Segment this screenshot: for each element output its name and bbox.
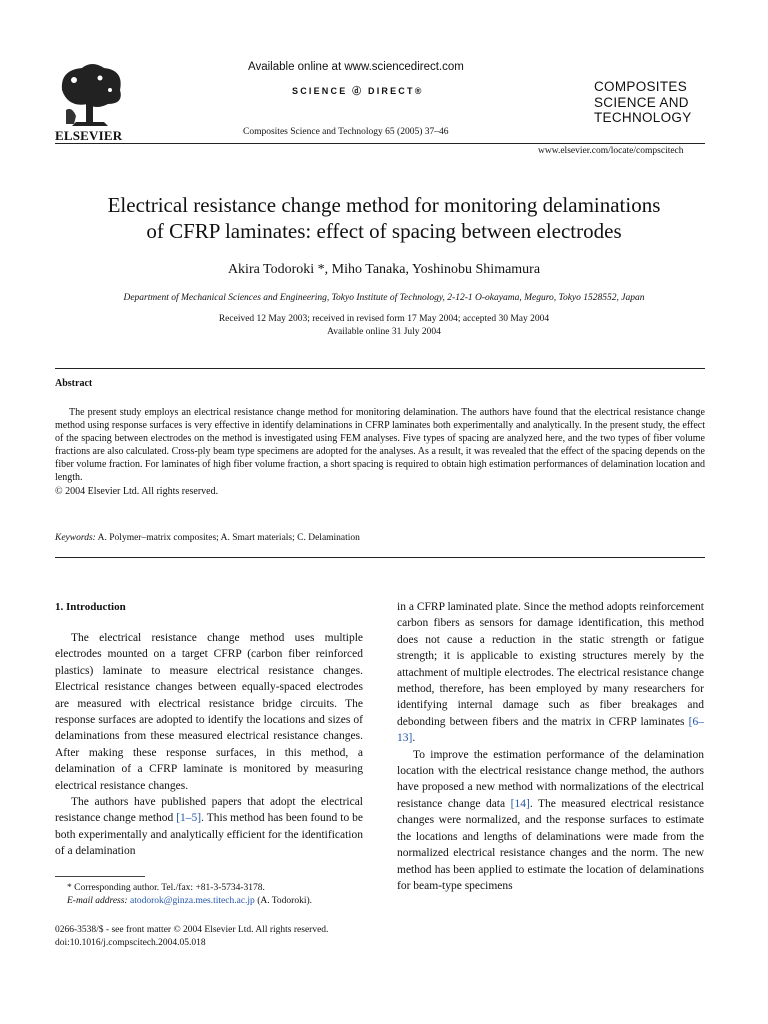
section-heading-introduction: 1. Introduction [55,601,126,613]
abstract-copyright: © 2004 Elsevier Ltd. All rights reserved. [55,485,219,497]
email-label: E-mail address: [67,896,128,906]
journal-title [594,79,692,126]
paragraph [55,794,363,860]
elsevier-tree-logo [52,60,128,130]
column-right [397,599,704,894]
footnote [55,882,365,908]
publisher-name: ELSEVIER [55,128,123,143]
article-title [40,192,728,244]
paragraph-text: . This method has been found to be both experimentally and analytically efficient for the identification of a delamination [55,812,363,858]
footnote-divider [55,876,145,877]
author-affiliation: Department of Mechanical Sciences and Engineering, Tokyo Institute of Technology, 2-12-1 O-okayama, Meguro, Tokyo 1528552, Japan [123,293,645,303]
abstract-body [55,406,705,498]
journal-title-line: COMPOSITES [594,79,688,94]
article-title-line: Electrical resistance change method for monitoring delaminations [107,193,661,217]
front-matter [55,924,328,950]
abstract-bottom-divider [55,557,705,558]
citation-link[interactable]: [6–13] [397,715,704,745]
keywords-label: Keywords: [55,533,96,543]
paragraph-text: . The measured electrical resistance changes were normalized, and the response surfaces to estimate the locations and lengths of delaminations were made from the normalized electrical resistance changes and the norm. The new method has been applied to estimate the location of delaminations for beam-type specimens [397,797,704,892]
journal-title-line: SCIENCE AND [594,94,689,110]
paragraph-text: To improve the estimation performance of the delamination location with the electrical resistance change method, the authors have proposed a new method with normalizations of the electrical resistance change data [397,748,704,810]
citation-link[interactable]: [14] [510,797,530,810]
doi-link[interactable]: doi:10.1016/j.compscitech.2004.05.018 [55,938,206,948]
abstract-text: The present study employs an electrical resistance change method for monitoring delamination. The authors have found that the electrical resistance change method using response surfaces is very effective in identify delaminations in CFRP laminates both experimentally and analytically. In the present study, the effect of the spacing between electrodes on the method is investigated using FEM analyses. Five types of spacing are analyzed here, and the two types of fiber volume fractions are also calculated. Cross-ply beam type specimens are adopted for the analyses. As a result, it was revealed that the effect of the spacing depends on the fiber volume fraction. For laminates of high fiber volume fraction, a short spacing is required to obtain high estimation performances of delamination location and length. [55,407,705,484]
keywords [55,533,360,543]
article-authors: Akira Todoroki *, Miho Tanaka, Yoshinobu Shimamura [227,262,541,277]
column-left [55,630,363,860]
sciencedirect-logo: SCIENCE ⓓ DIRECT® [292,86,424,96]
issn-line: 0266-3538/$ - see front matter © 2004 Elsevier Ltd. All rights reserved. [55,925,329,935]
available-online-text: Available online at www.sciencedirect.com [248,61,464,73]
paragraph [397,747,704,895]
header-divider [55,143,705,144]
article-history [40,313,728,339]
journal-title-line: TECHNOLOGY [594,110,692,125]
paragraph-text: . [412,732,416,745]
abstract-top-divider [55,368,705,369]
corresponding-author-note: * Corresponding author. Tel./fax: +81-3-5734-3178. [67,883,265,893]
email-link[interactable]: atodorok@ginza.mes.titech.ac.jp [129,896,255,906]
journal-citation: Composites Science and Technology 65 (2005) 37–46 [243,127,449,137]
paragraph-text: The authors have published papers that adopt the electrical resistance change method [55,796,363,825]
email-suffix: (A. Todoroki). [254,896,313,906]
citation-link[interactable]: [1–5] [176,812,202,825]
article-title-line: of CFRP laminates: effect of spacing between electrodes [146,219,622,243]
paragraph: The electrical resistance change method uses multiple electrodes mounted on a target CFRP (carbon fiber reinforced plastics) laminate to measure electrical resistance changes. Electrical resistance changes between equally-spaced electrodes are measured with electrical resistance bridge circuits. The response surfaces are adopted to identify the locations and sizes of delaminations from these measured electrical resistance changes. After making these response surfaces, in this method, a delamination of a CFRP laminate is monitored by measuring electrical resistance changes. [55,632,363,792]
abstract-heading: Abstract [55,378,93,389]
received-dates: Received 12 May 2003; received in revised form 17 May 2004; accepted 30 May 2004 [218,314,550,324]
email-line [55,895,365,908]
paragraph-text: in a CFRP laminated plate. Since the method adopts reinforcement carbon fibers as sensors for damage identification, this method does not cause a reduction in the static strength or fatigue strength; it is applicable to existing structures merely by the attachment of multiple electrodes. The electrical resistance change method, therefore, has been employed by many researchers for identifying internal damage such as fiber breakages and debonding between fibers and the matrix in CFRP laminates [397,601,704,728]
available-date: Available online 31 July 2004 [327,327,441,337]
keywords-list: A. Polymer–matrix composites; A. Smart materials; C. Delamination [95,533,360,543]
journal-url-link[interactable]: www.elsevier.com/locate/compscitech [538,146,684,156]
paragraph [397,599,704,747]
